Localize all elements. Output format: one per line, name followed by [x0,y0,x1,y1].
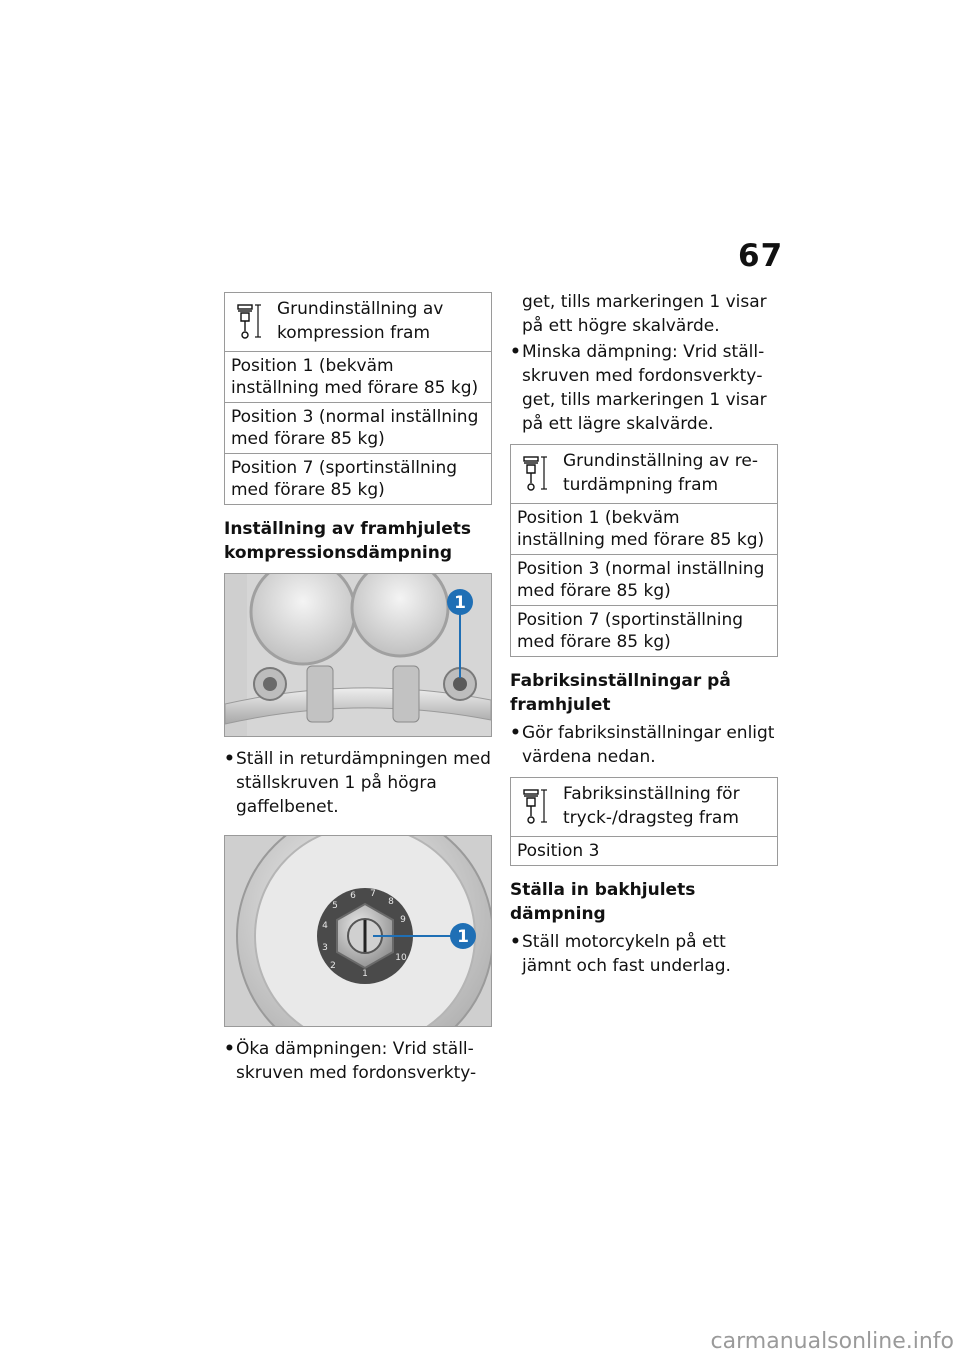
dial-number: 2 [330,961,336,971]
page-number: 67 [738,238,784,274]
spec-row: Position 7 (sportinställning med förare 85 kg) [231,458,458,500]
instruction-bullet [510,930,778,978]
section-heading: Fabriksinställningar på framhjulet [510,671,731,715]
dial-number: 1 [362,969,368,979]
right-column [510,290,778,980]
spec-row: Position 3 [517,841,600,861]
instruction-bullet [510,721,778,769]
suspension-spring-icon [521,453,551,493]
spec-box-title: Grundinställning av returdämpning fram [563,451,758,495]
instruction-bullet [224,1037,492,1085]
dial-number: 9 [400,915,406,925]
spec-box-header [511,778,777,837]
dial-number: 8 [388,897,394,907]
continued-text: get, tills markeringen 1 visar på ett högre skalvärde. [522,292,767,336]
figure-handlebar [224,573,492,737]
bullet-dot: • [510,342,521,362]
dial-number: 10 [395,953,407,963]
bullet-dot: • [224,1039,235,1059]
dial-number: 5 [332,901,338,911]
callout-number: 1 [454,593,466,613]
spec-box-header [225,293,491,352]
spec-row: Position 3 (normal inställning med förare 85 kg) [225,403,491,454]
bullet-text: Öka dämpningen: Vrid ställskruven med fordonsverkty- [236,1039,477,1083]
spec-row: Position 3 (normal inställning med förare 85 kg) [511,555,777,606]
suspension-spring-icon [235,301,265,341]
instruction-bullet [510,340,778,436]
bullet-text: Ställ motorcykeln på ett jämnt och fast underlag. [522,932,731,976]
suspension-spring-icon [521,786,551,826]
bullet-dot: • [510,932,521,952]
bullet-text: Gör fabriksinställningar enligt värdena nedan. [522,723,775,767]
bullet-text: Minska dämpning: Vrid ställskruven med fordonsverktyget, tills markeringen 1 visar på ett lägre skalvärde. [522,342,767,434]
bullet-dot: • [224,749,235,769]
bullet-dot: • [510,723,521,743]
bullet-text: Ställ in returdämpningen med ställskruven 1 på högra gaffelbenet. [236,749,491,817]
dial-number: 6 [350,891,356,901]
spec-box-title: Grundinställning av kompression fram [277,299,444,343]
callout-number: 1 [457,927,469,947]
spec-box-factory [510,777,778,866]
instruction-bullet [224,747,492,819]
left-column [224,292,492,1087]
spec-box-header [511,445,777,504]
dial-number: 4 [322,921,328,931]
spec-box-rebound [510,444,778,657]
figure-adjuster-dial [224,835,492,1027]
spec-row: Position 7 (sportinställning med förare 85 kg) [517,610,744,652]
section-heading: Inställning av framhjulets kompressionsdämpning [224,519,471,563]
spec-box-title: Fabriksinställning för tryck-/dragsteg fram [563,784,740,828]
dial-number: 3 [322,943,328,953]
dial-number: 7 [370,889,376,899]
spec-row: Position 1 (bekväm inställning med förare 85 kg) [225,352,491,403]
spec-row: Position 1 (bekväm inställning med förare 85 kg) [511,504,777,555]
spec-box-compression [224,292,492,505]
section-heading: Ställa in bakhjulets dämpning [510,880,696,924]
watermark: carmanualsonline.info [710,1329,954,1354]
